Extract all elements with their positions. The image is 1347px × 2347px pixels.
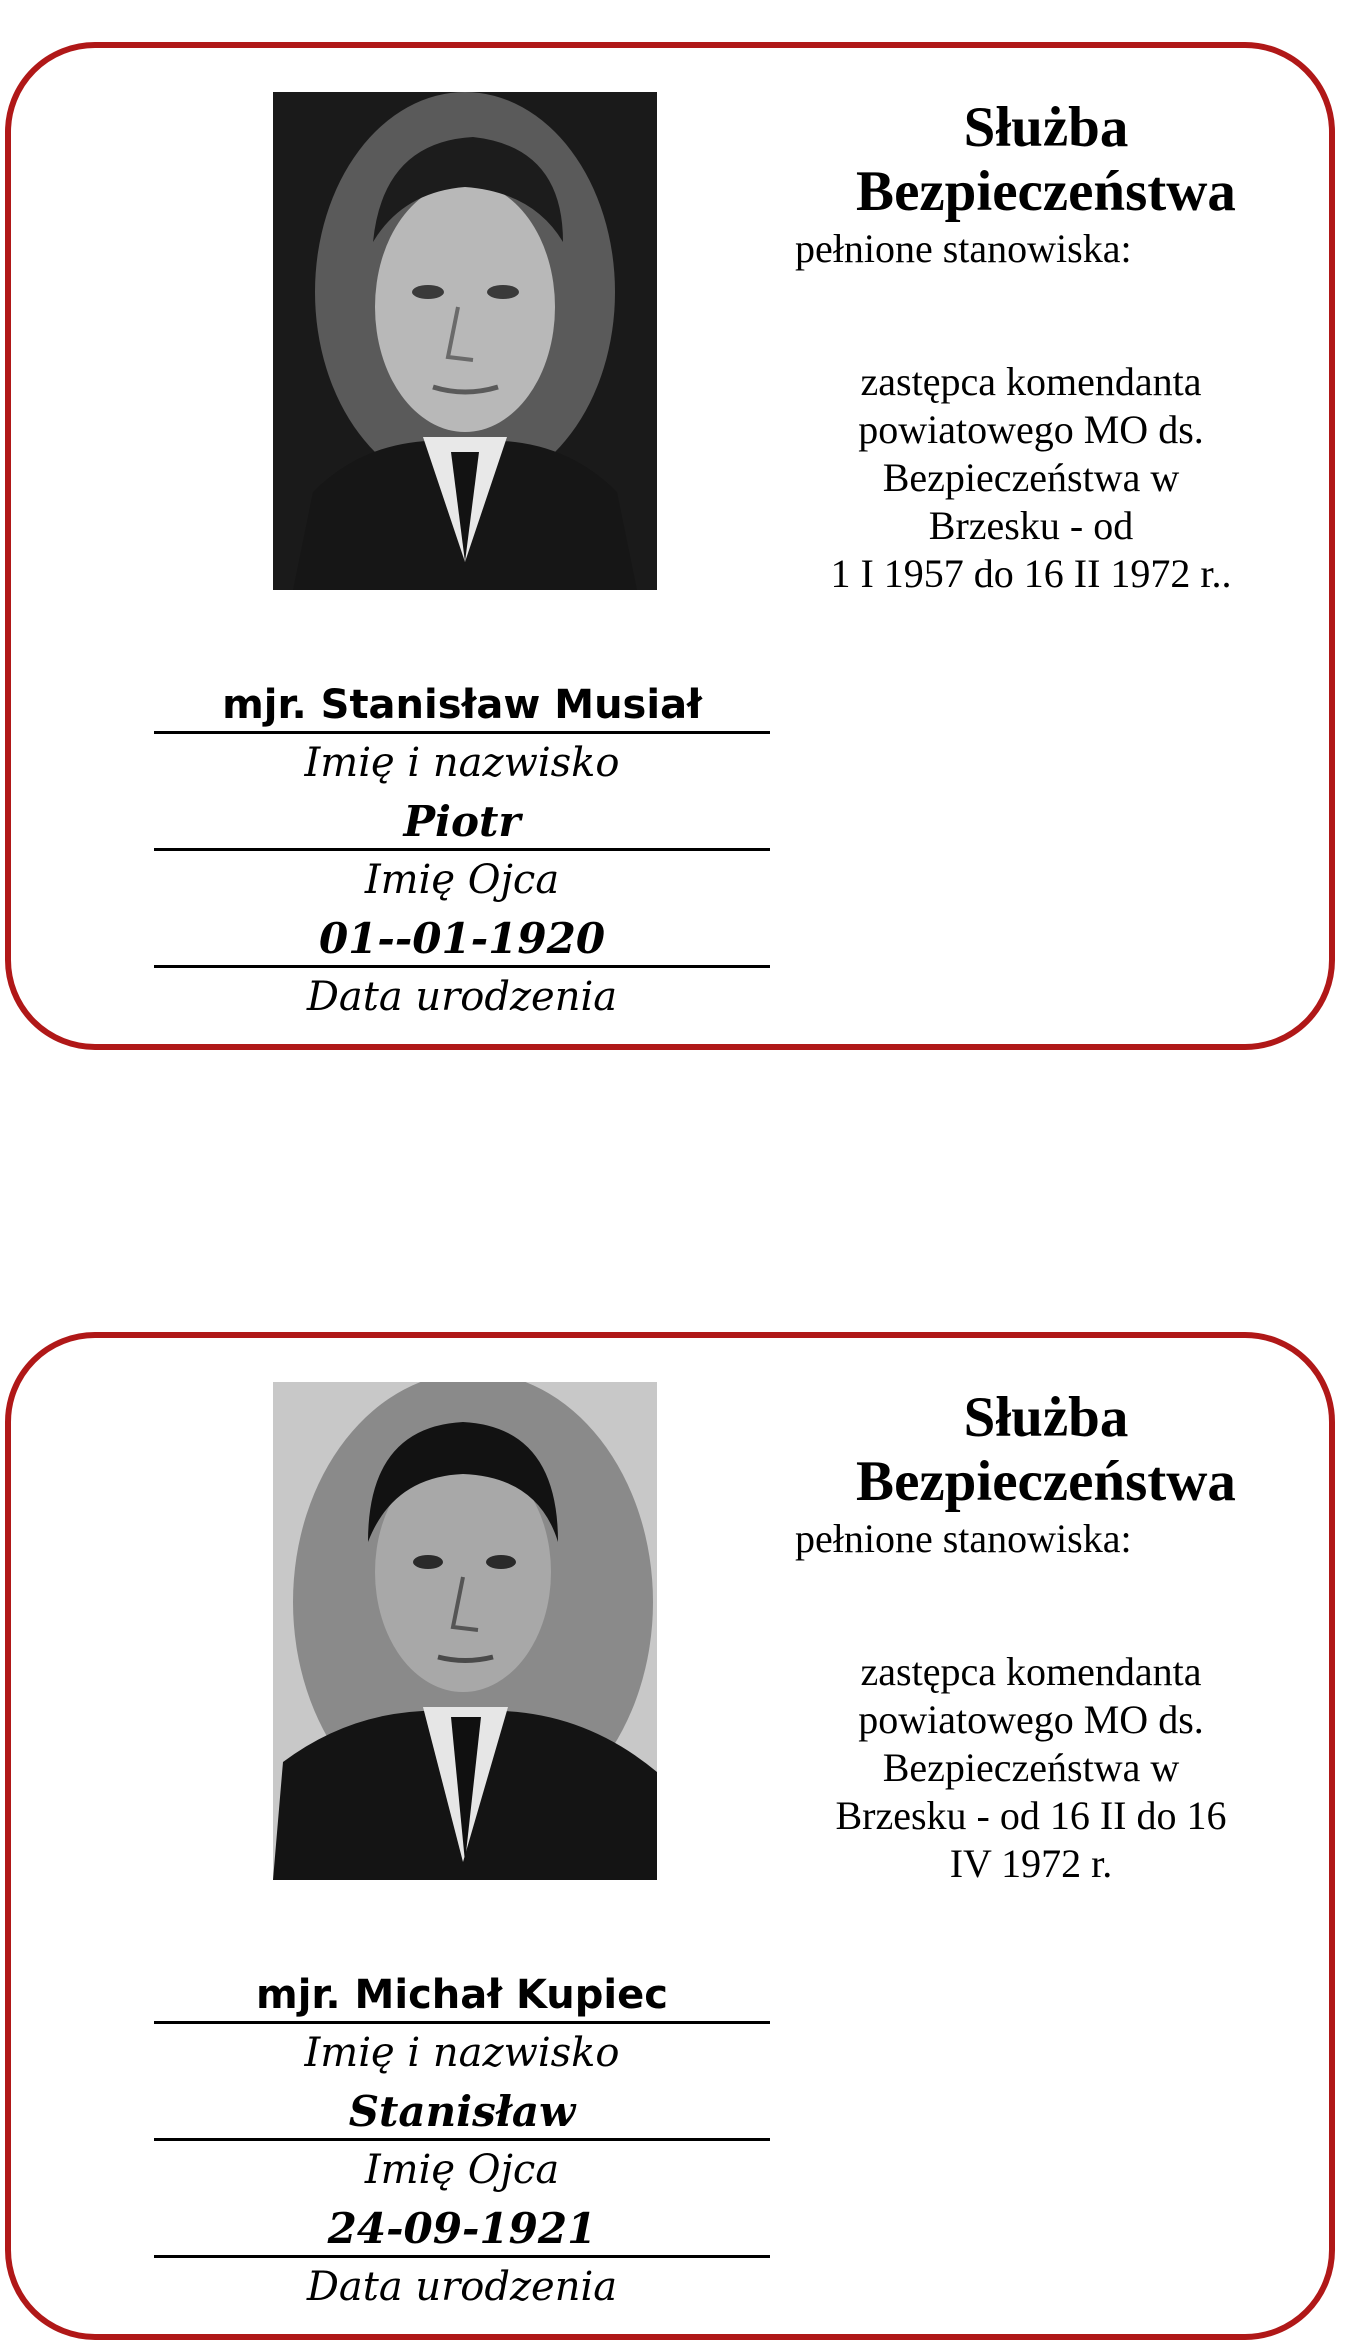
position-line: Brzesku - od 16 II do 16 — [835, 1793, 1227, 1838]
position-line: 1 I 1957 do 16 II 1972 r.. — [830, 551, 1232, 596]
position-line: zastępca komendanta — [860, 359, 1202, 404]
position-line: Brzesku - od — [928, 503, 1134, 548]
name-value: mjr. Michał Kupiec — [256, 1972, 668, 2018]
personal-data-form — [154, 675, 770, 1026]
position-line: powiatowego MO ds. — [858, 407, 1204, 452]
person-card — [5, 1332, 1335, 2340]
name-value: mjr. Stanisław Musiał — [222, 682, 702, 728]
father-name-value: Piotr — [403, 797, 521, 846]
name-label: Imię i nazwisko — [304, 740, 620, 786]
name-label: Imię i nazwisko — [304, 2030, 620, 2076]
birth-date-value: 24-09-1921 — [327, 2204, 597, 2253]
position-line: Bezpieczeństwa w — [882, 455, 1180, 500]
position-line: zastępca komendanta — [860, 1649, 1202, 1694]
person-card — [5, 42, 1335, 1050]
personal-data-form — [154, 1965, 770, 2316]
birth-date-label: Data urodzenia — [306, 974, 618, 1020]
position-line: Bezpieczeństwa w — [882, 1745, 1180, 1790]
portrait-photo — [273, 1382, 657, 1880]
father-name-label: Imię Ojca — [364, 857, 560, 903]
positions-held — [771, 358, 1291, 598]
card-title: Służba Bezpieczeństwa — [856, 1386, 1236, 1513]
birth-date-value: 01--01-1920 — [318, 914, 606, 963]
card-subtitle: pełnione stanowiska: — [795, 226, 1132, 271]
father-name-value: Stanisław — [348, 2087, 576, 2136]
position-line: powiatowego MO ds. — [858, 1697, 1204, 1742]
positions-held — [771, 1648, 1291, 1888]
father-name-label: Imię Ojca — [364, 2147, 560, 2193]
card-title: Służba Bezpieczeństwa — [856, 96, 1236, 223]
position-line: IV 1972 r. — [949, 1841, 1113, 1886]
card-header — [771, 96, 1291, 274]
birth-date-label: Data urodzenia — [306, 2264, 618, 2310]
card-header — [771, 1386, 1291, 1564]
portrait-photo — [273, 92, 657, 590]
card-subtitle: pełnione stanowiska: — [795, 1516, 1132, 1561]
